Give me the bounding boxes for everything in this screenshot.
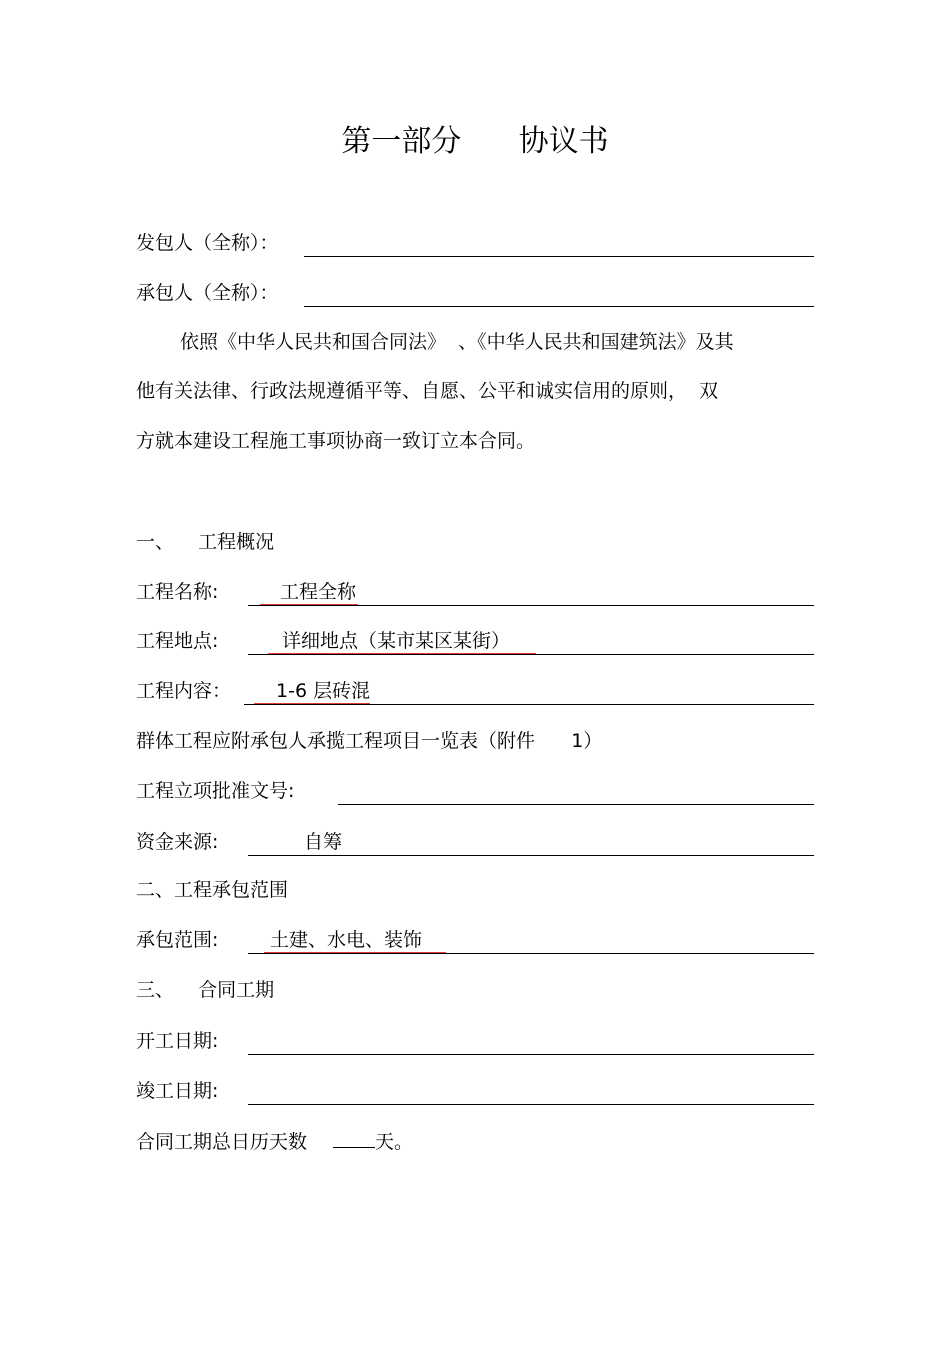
project-name-label: 工程名称:: [136, 581, 219, 603]
intro-line-1: 依照《中华人民共和国合同法》 、《中华人民共和国建筑法》及其: [180, 331, 734, 353]
project-content-label: 工程内容：: [136, 680, 232, 702]
project-content-row: [136, 676, 814, 706]
intro-line-3: 方就本建设工程施工事项协商一致订立本合同。: [136, 430, 536, 452]
start-date-row: [136, 1026, 814, 1056]
section-2-heading: 二、工程承包范围: [136, 879, 289, 901]
project-name-row: [136, 577, 814, 607]
employer-field[interactable]: [304, 228, 814, 257]
total-days-row: [136, 1125, 536, 1155]
total-days-prefix: 合同工期总日历天数: [136, 1131, 308, 1153]
employer-row: [136, 228, 814, 258]
section-3-heading: 三、 合同工期: [136, 979, 275, 1001]
project-name-value: 工程全称: [260, 577, 358, 605]
approval-field[interactable]: [338, 776, 814, 805]
section-1-heading: 一、 工程概况: [136, 531, 275, 553]
contractor-field[interactable]: [304, 278, 814, 307]
project-location-label: 工程地点:: [136, 630, 219, 652]
approval-row: [136, 776, 814, 806]
end-date-field[interactable]: [248, 1076, 814, 1105]
employer-label: 发包人（全称）：: [136, 232, 279, 254]
total-days-field[interactable]: [333, 1125, 375, 1148]
scope-row: [136, 925, 814, 955]
scope-label: 承包范围:: [136, 929, 219, 951]
start-date-label: 开工日期:: [136, 1030, 219, 1052]
contractor-row: [136, 278, 814, 308]
total-days-suffix: 天。: [375, 1131, 414, 1153]
contractor-label: 承包人（全称）：: [136, 282, 279, 304]
end-date-label: 竣工日期:: [136, 1080, 219, 1102]
project-content-value: 1-6 层砖混: [254, 676, 370, 704]
page-title: 第一部分 协议书: [341, 124, 609, 159]
project-location-row: [136, 626, 814, 656]
funding-label: 资金来源:: [136, 831, 219, 853]
end-date-row: [136, 1076, 814, 1106]
group-project-note: 群体工程应附承包人承揽工程项目一览表（附件 1）: [136, 730, 603, 752]
start-date-field[interactable]: [248, 1026, 814, 1055]
intro-line-2: 他有关法律、行政法规遵循平等、自愿、公平和诚实信用的原则， 双: [136, 380, 719, 402]
project-location-value: 详细地点（某市某区某街）: [268, 626, 536, 654]
scope-value: 土建、水电、装饰: [264, 925, 446, 953]
approval-label: 工程立项批准文号:: [136, 780, 295, 802]
funding-value: 自筹: [304, 831, 343, 853]
funding-row: [136, 827, 814, 857]
